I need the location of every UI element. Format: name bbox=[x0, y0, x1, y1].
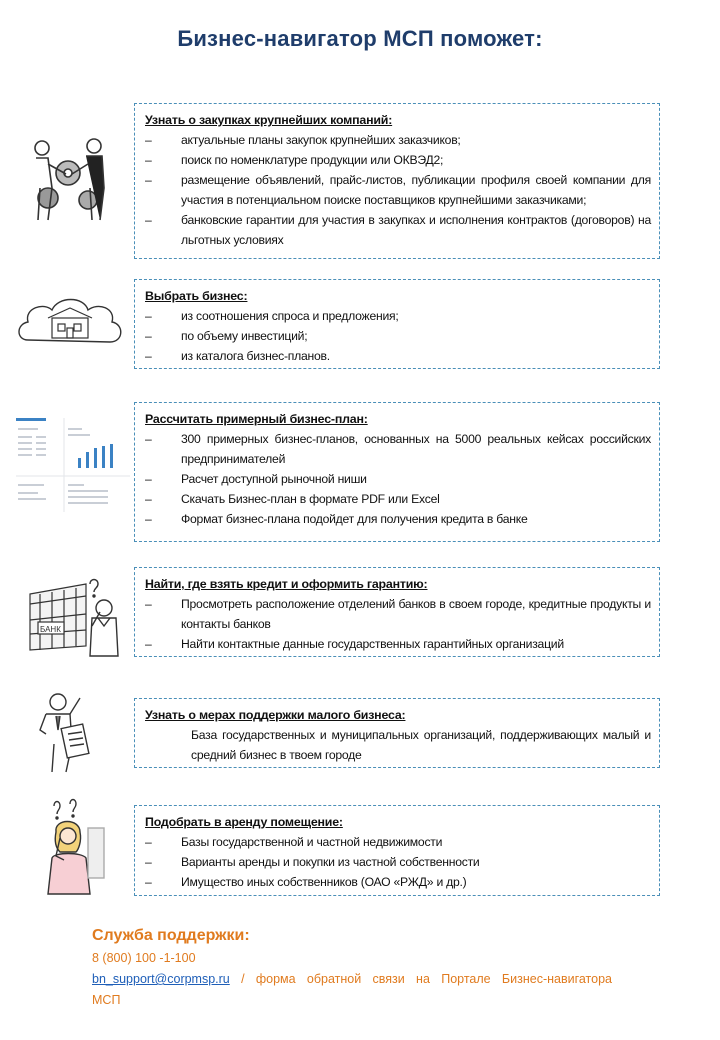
support-heading: Служба поддержки: bbox=[92, 927, 250, 944]
list-item: – 300 примерных бизнес-планов, основанных на 5000 реальных кейсах российских предпринимателей bbox=[145, 429, 651, 469]
list-item: – Имущество иных собственников (ОАО «РЖД» и др.) bbox=[145, 872, 651, 892]
list-dash: – bbox=[145, 153, 152, 167]
section-rent-premises bbox=[134, 805, 660, 896]
list-dash: – bbox=[145, 855, 152, 869]
section-text: База государственных и муниципальных организаций, поддерживающих малый и средний бизнес в твоем городе bbox=[191, 728, 651, 762]
section-choose-business bbox=[134, 279, 660, 369]
list-item: – Скачать Бизнес-план в формате PDF или Excel bbox=[145, 489, 651, 509]
list-item: – актуальные планы закупок крупнейших заказчиков; bbox=[145, 130, 651, 150]
list-item: – Варианты аренды и покупки из частной собственности bbox=[145, 852, 651, 872]
list-dash: – bbox=[145, 835, 152, 849]
support-block bbox=[92, 924, 612, 1011]
list-dash: – bbox=[145, 213, 152, 227]
list-dash: – bbox=[145, 597, 152, 611]
section-heading: Узнать о мерах поддержки малого бизнеса: bbox=[145, 708, 406, 722]
list-item: – банковские гарантии для участия в закупках и исполнения контрактов (договоров) на льготных условиях bbox=[145, 210, 651, 250]
list-item: – Базы государственной и частной недвижимости bbox=[145, 832, 651, 852]
list-dash: – bbox=[145, 349, 152, 363]
section-support-measures bbox=[134, 698, 660, 768]
bank-thinking-man-illustration bbox=[26, 576, 126, 658]
list-item: – Формат бизнес-плана подойдет для получения кредита в банке bbox=[145, 509, 651, 529]
list-item: – размещение объявлений, прайс-листов, публикации профиля своей компании для участия в потенциальном поиске поставщиков крупнейшими заказчиками; bbox=[145, 170, 651, 210]
section-heading: Рассчитать примерный бизнес-план: bbox=[145, 412, 368, 426]
section-business-plan bbox=[134, 402, 660, 542]
section-heading: Выбрать бизнес: bbox=[145, 289, 248, 303]
handshake-gears-illustration bbox=[18, 128, 118, 226]
man-with-clipboard-illustration bbox=[36, 690, 96, 774]
cloud-shop-illustration bbox=[14, 290, 126, 356]
list-dash: – bbox=[145, 133, 152, 147]
business-plan-screenshot-illustration bbox=[16, 418, 130, 512]
support-email-link[interactable]: bn_support@corpmsp.ru bbox=[92, 972, 230, 986]
support-feedback-text: / форма обратной связи на Портале Бизнес-навигатора bbox=[229, 972, 612, 986]
list-dash: – bbox=[145, 637, 152, 651]
list-dash: – bbox=[145, 875, 152, 889]
section-heading: Найти, где взять кредит и оформить гарантию: bbox=[145, 577, 428, 591]
list-dash: – bbox=[145, 173, 152, 187]
list-item: – из соотношения спроса и предложения; bbox=[145, 306, 651, 326]
list-item: – Просмотреть расположение отделений банков в своем городе, кредитные продукты и контакты банков bbox=[145, 594, 651, 634]
support-contact-line bbox=[92, 969, 612, 990]
list-dash: – bbox=[145, 432, 152, 446]
list-dash: – bbox=[145, 492, 152, 506]
list-dash: – bbox=[145, 309, 152, 323]
list-item: – Найти контактные данные государственных гарантийных организаций bbox=[145, 634, 651, 654]
list-item: – поиск по номенклатуре продукции или ОКВЭД2; bbox=[145, 150, 651, 170]
list-dash: – bbox=[145, 512, 152, 526]
support-phone[interactable]: 8 (800) 100 -1-100 bbox=[92, 951, 196, 965]
list-item: – по объему инвестиций; bbox=[145, 326, 651, 346]
section-credit-guarantee bbox=[134, 567, 660, 657]
page-title: Бизнес-навигатор МСП поможет: bbox=[177, 26, 543, 51]
section-procurement bbox=[134, 103, 660, 259]
section-heading: Узнать о закупках крупнейших компаний: bbox=[145, 113, 393, 127]
support-feedback-text-cont: МСП bbox=[92, 993, 121, 1007]
section-heading: Подобрать в аренду помещение: bbox=[145, 815, 343, 829]
list-dash: – bbox=[145, 472, 152, 486]
woman-on-phone-illustration bbox=[40, 798, 110, 896]
bank-sign-text: БАНК bbox=[40, 625, 61, 634]
list-item: – из каталога бизнес-планов. bbox=[145, 346, 651, 366]
list-dash: – bbox=[145, 329, 152, 343]
list-item: – Расчет доступной рыночной ниши bbox=[145, 469, 651, 489]
